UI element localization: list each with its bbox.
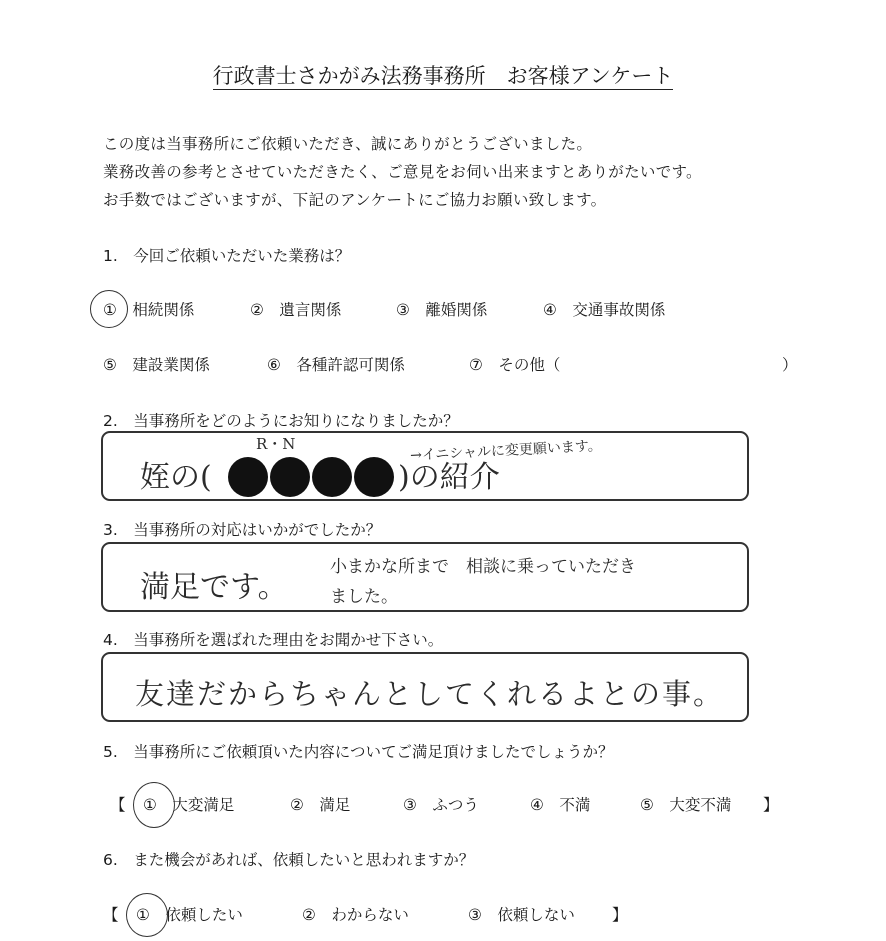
redaction-dot: [354, 457, 394, 497]
intro-line-2: 業務改善の参考とさせていただきたく、ご意見をお伺い出来ますとありがたいです。: [103, 163, 702, 181]
q5-option-3[interactable]: ③ ふつう: [403, 796, 479, 814]
q2-answer-prefix: 姪の(: [140, 460, 212, 495]
redaction-dot: [312, 457, 352, 497]
question-4: 4. 当事務所を選ばれた理由をお聞かせ下さい。: [103, 631, 444, 649]
q3-answer-main: 満足です。: [140, 570, 288, 605]
q5-option-5[interactable]: ⑤ 大変不満: [640, 796, 732, 814]
q6-option-1[interactable]: ① 依頼したい: [136, 906, 243, 924]
q1-option-7[interactable]: ⑦ その他（: [469, 356, 561, 374]
question-2: 2. 当事務所をどのようにお知りになりましたか？: [103, 412, 459, 430]
survey-title: [0, 60, 886, 90]
q6-option-2[interactable]: ② わからない: [302, 906, 409, 924]
question-3: 3. 当事務所の対応はいかがでしたか？: [103, 521, 382, 539]
q6-bracket-open: 【: [103, 906, 119, 924]
question-6: 6. また機会があれば、依頼したいと思われますか？: [103, 851, 475, 869]
q2-initials: R・N: [256, 435, 296, 453]
q6-option-3[interactable]: ③ 依頼しない: [468, 906, 575, 924]
intro-line-1: この度は当事務所にご依頼いただき、誠にありがとうございました。: [103, 135, 593, 153]
q2-answer-suffix: )の紹介: [398, 460, 500, 495]
q5-bracket-close: 】: [763, 796, 779, 814]
q3-answer-line-2: ました。: [330, 587, 398, 607]
q5-option-4[interactable]: ④ 不満: [530, 796, 591, 814]
q1-option-7-close: ）: [782, 356, 798, 374]
q3-answer-line-1: 小まかな所まで 相談に乗っていただき: [330, 557, 636, 577]
q4-answer: 友達だからちゃんとしてくれるよとの事。: [135, 677, 725, 711]
q1-option-5[interactable]: ⑤ 建設業関係: [103, 356, 210, 374]
question-5: 5. 当事務所にご依頼頂いた内容についてご満足頂けましたでしょうか？: [103, 743, 614, 761]
q1-option-6[interactable]: ⑥ 各種許認可関係: [267, 356, 405, 374]
q1-option-4[interactable]: ④ 交通事故関係: [543, 301, 666, 319]
redaction-dot: [228, 457, 268, 497]
q1-option-2[interactable]: ② 遺言関係: [250, 301, 342, 319]
q2-note: →イニシャルに変更願います。: [409, 437, 603, 465]
question-1: 1. 今回ご依頼いただいた業務は？: [103, 247, 351, 265]
intro-line-3: お手数ではございますが、下記のアンケートにご協力お願い致します。: [103, 191, 607, 209]
redaction-dot: [270, 457, 310, 497]
q5-option-1[interactable]: ① 大変満足: [143, 796, 235, 814]
q5-option-2[interactable]: ② 満足: [290, 796, 351, 814]
q6-bracket-close: 】: [612, 906, 628, 924]
survey-title-text: 行政書士さかがみ法務事務所 お客様アンケート: [212, 64, 674, 88]
q1-option-3[interactable]: ③ 離婚関係: [396, 301, 488, 319]
q5-bracket-open: 【: [110, 796, 126, 814]
q1-option-1[interactable]: ① 相続関係: [103, 301, 195, 319]
